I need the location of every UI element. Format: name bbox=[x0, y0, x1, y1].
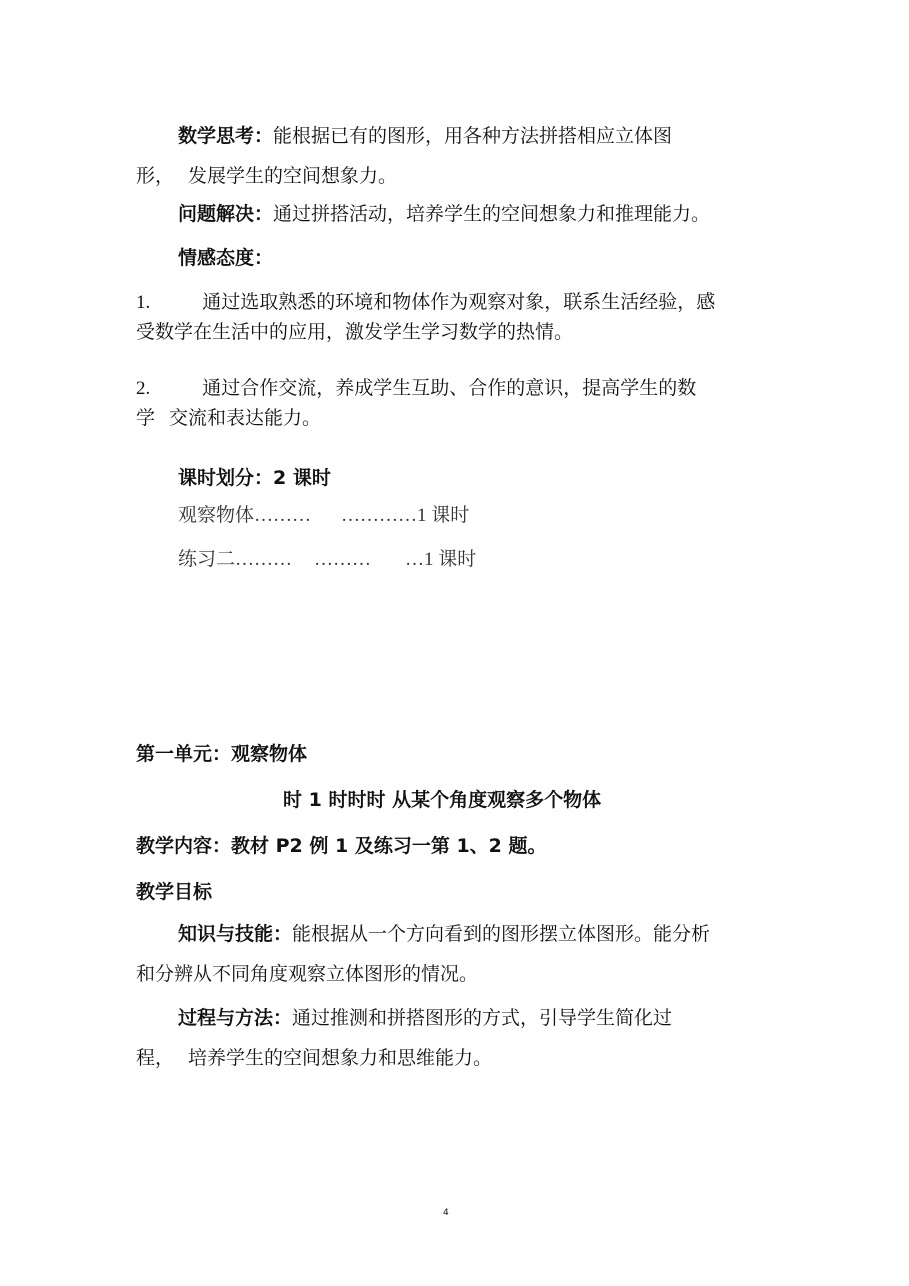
hours-row-observe bbox=[178, 504, 469, 528]
thinking-line-1 bbox=[178, 124, 672, 148]
item2-text-1: 通过合作交流，养成学生互助、合作的意识，提高学生的数 bbox=[202, 377, 697, 399]
hours-row2-c: …1 课时 bbox=[405, 549, 477, 570]
skill-line-1 bbox=[178, 922, 710, 946]
thinking-line-2 bbox=[136, 164, 397, 188]
item2-number: 2. bbox=[136, 378, 151, 399]
thinking-text-1: 能根据已有的图形，用各种方法拼搭相应立体图 bbox=[273, 125, 673, 147]
lesson-title: 时 1 时时时 从某个角度观察多个物体 bbox=[283, 789, 602, 811]
item2-text-2b: 交流和表达能力。 bbox=[169, 407, 322, 429]
item1-line-2: 受数学在生活中的应用，激发学生学习数学的热情。 bbox=[136, 321, 574, 343]
process-text-2b: 培养学生的空间想象力和思维能力。 bbox=[188, 1047, 493, 1069]
process-label: 过程与方法： bbox=[178, 1007, 293, 1029]
item1-line-1 bbox=[136, 290, 715, 315]
skill-line-2: 和分辨从不同角度观察立体图形的情况。 bbox=[136, 963, 479, 985]
skill-label: 知识与技能： bbox=[178, 923, 293, 945]
thinking-text-2b: 发展学生的空间想象力。 bbox=[188, 165, 398, 187]
hours-row2-b: ……… bbox=[314, 549, 372, 570]
thinking-text-2a: 形， bbox=[136, 165, 175, 187]
problem-line bbox=[178, 202, 710, 226]
hours-row-exercise bbox=[178, 548, 476, 572]
process-text-1: 通过推测和拼搭图形的方式，引导学生简化过 bbox=[292, 1007, 673, 1029]
hours-row1-a: 观察物体……… bbox=[178, 505, 312, 526]
item2-line-2 bbox=[136, 406, 321, 430]
unit-title: 第一单元：观察物体 bbox=[136, 743, 308, 765]
emotion-heading: 情感态度： bbox=[178, 247, 274, 269]
page-number: 4 bbox=[443, 1208, 449, 1218]
hours-row1-b: …………1 课时 bbox=[341, 505, 470, 526]
process-text-2a: 程， bbox=[136, 1047, 175, 1069]
thinking-label: 数学思考： bbox=[178, 125, 274, 147]
process-line-2 bbox=[136, 1046, 492, 1070]
item1-number: 1. bbox=[136, 292, 151, 313]
goals-heading: 教学目标 bbox=[136, 881, 213, 903]
problem-label: 问题解决： bbox=[178, 203, 274, 225]
item2-text-2a: 学 bbox=[136, 407, 156, 429]
skill-text-1: 能根据从一个方向看到的图形摆立体图形。能分析 bbox=[292, 923, 711, 945]
hours-heading: 课时划分：2 课时 bbox=[178, 467, 331, 489]
hours-row2-a: 练习二……… bbox=[178, 549, 293, 570]
process-line-1 bbox=[178, 1006, 672, 1030]
problem-text: 通过拼搭活动，培养学生的空间想象力和推理能力。 bbox=[273, 203, 711, 225]
item2-line-1 bbox=[136, 376, 696, 401]
item1-text-1: 通过选取熟悉的环境和物体作为观察对象，联系生活经验，感 bbox=[202, 291, 716, 313]
content-line: 教学内容：教材 P2 例 1 及练习一第 1、2 题。 bbox=[136, 835, 547, 857]
